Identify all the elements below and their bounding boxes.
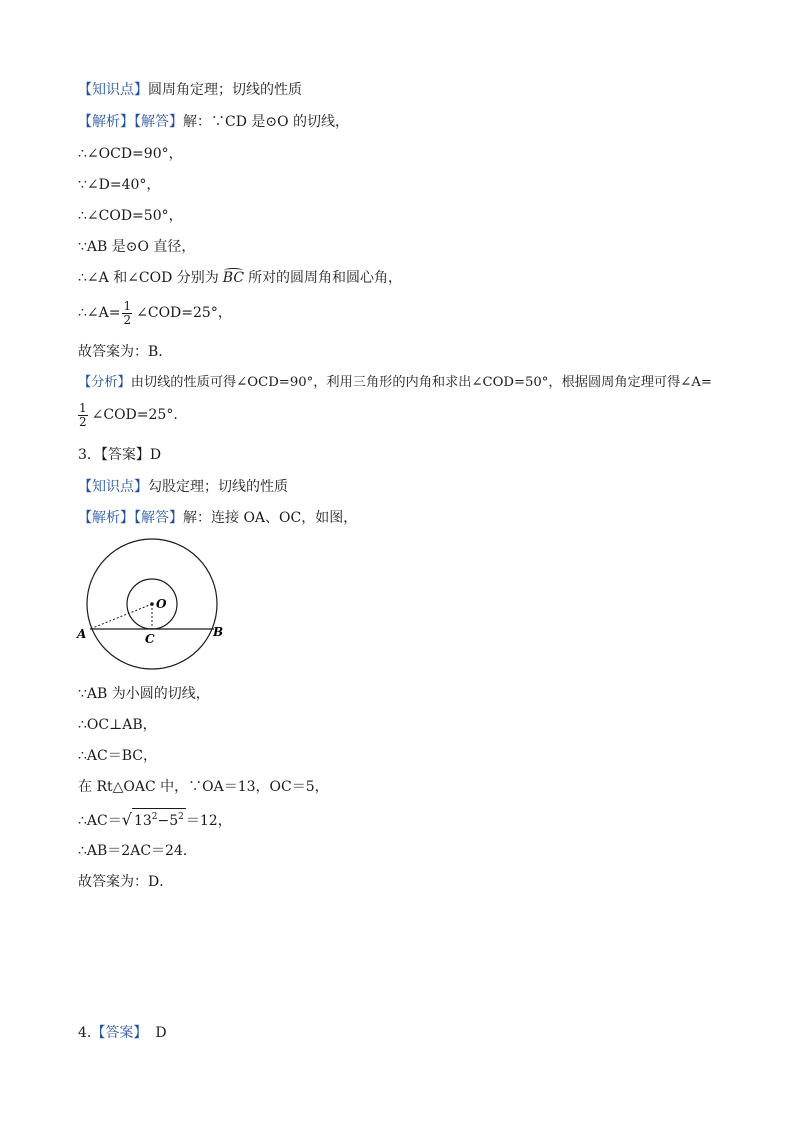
q3-analysis [78, 508, 357, 528]
analysis-text: 解：连接 OA、OC，如图， [183, 510, 358, 526]
analysis-summary-line-2 [78, 400, 178, 430]
arc-bc: BC [222, 270, 245, 286]
answer-tag: 【答案】 [91, 1025, 148, 1041]
segment-oa [90, 604, 152, 629]
fraction-one-half [78, 402, 88, 429]
summary-text: 由切线的性质可得∠OCD=90°，利用三角形的内角和求出∠COD=50°，根据圆周角定理可得∠A= [130, 375, 712, 390]
q3-step: ∴AB＝2AC＝24． [78, 843, 197, 859]
exponent: 2 [151, 812, 158, 822]
knowledge-point-line-1 [78, 80, 302, 100]
center-point [150, 602, 154, 606]
step-text: ∠COD=25°， [136, 305, 232, 321]
concentric-circles-figure [70, 532, 240, 682]
solution-step-fraction [78, 298, 232, 328]
step-text: ∴∠A 和∠COD 分别为 [78, 270, 219, 286]
q3-knowledge-point [78, 477, 288, 497]
analysis-text: 解：∵CD 是⊙O 的切线， [183, 114, 350, 130]
fraction-numerator: 1 [123, 298, 132, 313]
step-text: 所对的圆周角和圆心角， [248, 270, 403, 286]
radicand-term: 13 [133, 813, 152, 829]
knowledge-point-tag: 【知识点】 [78, 82, 148, 98]
q3-step: ∴OC⊥AB， [78, 717, 157, 733]
step-text: ∴∠A= [78, 305, 121, 321]
solution-step: ∵∠D=40°， [78, 177, 161, 193]
q3-step: ∵AB 为小圆的切线， [78, 686, 210, 702]
q3-answer-conclusion: 故答案为：D． [78, 874, 174, 890]
label-c: C [145, 632, 155, 646]
solution-step-arc [78, 268, 402, 288]
sqrt-sign: √ [121, 810, 132, 829]
summary-tag: 【分析】 [78, 375, 131, 390]
q3-answer [78, 445, 161, 465]
step-text: ∴AC＝ [78, 813, 122, 829]
radicand-term: −5 [157, 813, 179, 829]
answer-line: 故答案为：B. [78, 344, 163, 360]
knowledge-point-text: 勾股定理；切线的性质 [148, 479, 288, 495]
q3-answer-text: 3．【答案】D [78, 447, 162, 463]
label-a: A [77, 627, 87, 641]
label-b: B [213, 625, 224, 639]
knowledge-point-tag: 【知识点】 [78, 479, 148, 495]
analysis-tag: 【解析】【解答】 [78, 510, 183, 526]
q4-answer [78, 1023, 167, 1043]
label-o: O [156, 597, 167, 611]
q3-step: 在 Rt△OAC 中，∵OA＝13，OC＝5， [78, 779, 329, 795]
q4-answer-value: D [155, 1025, 167, 1041]
fraction-denominator: 2 [123, 312, 132, 327]
q3-step-sqrt [78, 808, 232, 831]
analysis-summary-line [78, 373, 712, 393]
solution-step: ∴∠COD=50°， [78, 208, 183, 224]
solution-step: ∴∠OCD=90°， [78, 146, 183, 162]
step-text: ∠COD=25°. [91, 407, 178, 423]
fraction-denominator: 2 [79, 414, 87, 429]
q4-number: 4. [78, 1025, 92, 1041]
step-text: ＝12， [185, 813, 232, 829]
analysis-tag: 【解析】【解答】 [78, 114, 183, 130]
solution-step: ∵AB 是⊙O 直径， [78, 239, 196, 255]
q3-step: ∴AC＝BC， [78, 748, 157, 764]
analysis-line-1 [78, 112, 349, 132]
sqrt-radicand [132, 808, 186, 829]
fraction-one-half [122, 300, 132, 327]
fraction-numerator: 1 [79, 400, 87, 415]
exponent: 2 [178, 812, 184, 822]
knowledge-point-text: 圆周角定理；切线的性质 [148, 82, 302, 98]
